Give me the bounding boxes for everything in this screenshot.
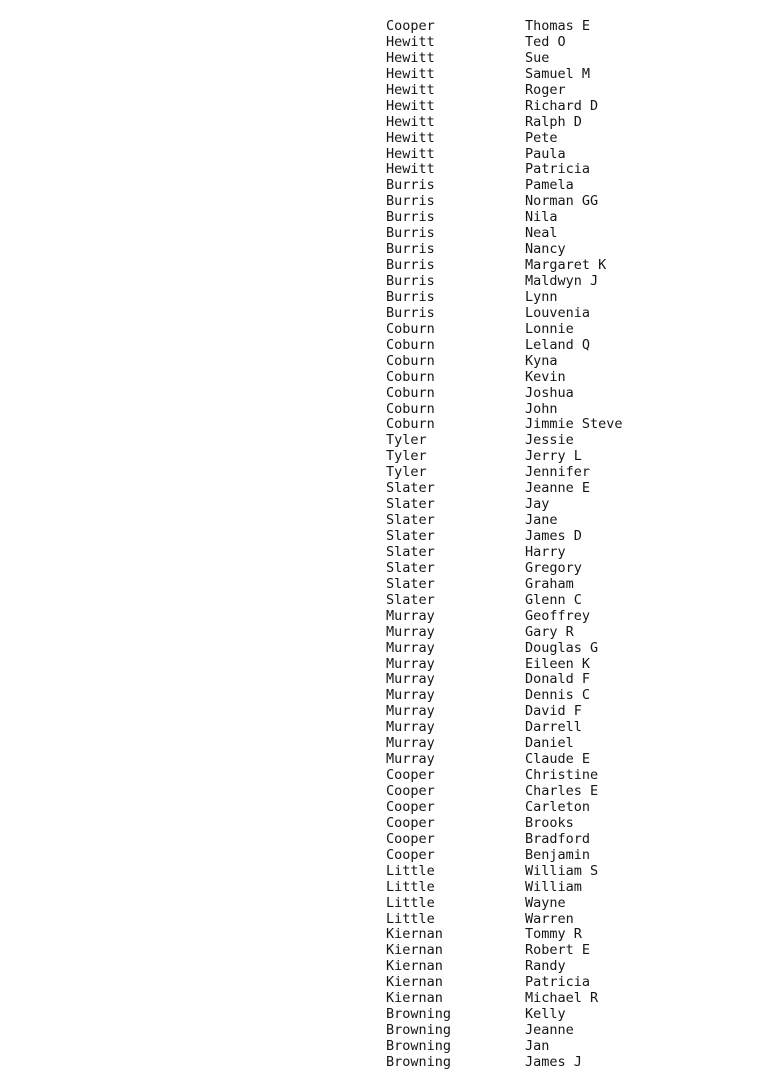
surname-cell: Murray — [386, 655, 435, 672]
name-row — [0, 848, 760, 864]
name-row — [0, 67, 760, 83]
surname-cell: Hewitt — [386, 33, 435, 50]
given-name-cell: Paula — [525, 145, 566, 162]
name-row — [0, 131, 760, 147]
name-row — [0, 465, 760, 481]
surname-cell: Little — [386, 910, 435, 927]
surname-cell: Murray — [386, 607, 435, 624]
name-row — [0, 83, 760, 99]
surname-cell: Tyler — [386, 464, 427, 481]
surname-cell: Burris — [386, 193, 435, 210]
surname-cell: Burris — [386, 304, 435, 321]
surname-cell: Hewitt — [386, 145, 435, 162]
name-row — [0, 768, 760, 784]
given-name-cell: Patricia — [525, 161, 591, 178]
given-name-cell: Roger — [525, 81, 566, 98]
surname-cell: Cooper — [386, 798, 435, 815]
surname-cell: Little — [386, 862, 435, 879]
name-row — [0, 99, 760, 115]
given-name-cell: James J — [525, 1053, 582, 1070]
given-name-cell: Kyna — [525, 352, 558, 369]
surname-cell: Coburn — [386, 320, 435, 337]
surname-cell: Kiernan — [386, 974, 443, 991]
name-row — [0, 641, 760, 657]
given-name-cell: Joshua — [525, 384, 574, 401]
given-name-cell: Jeanne E — [525, 480, 591, 497]
given-name-cell: Geoffrey — [525, 607, 591, 624]
surname-cell: Burris — [386, 288, 435, 305]
surname-cell: Slater — [386, 496, 435, 513]
surname-cell: Coburn — [386, 336, 435, 353]
given-name-cell: Gary R — [525, 623, 574, 640]
given-name-cell: Jay — [525, 496, 550, 513]
name-row — [0, 226, 760, 242]
surname-cell: Murray — [386, 671, 435, 688]
surname-cell: Little — [386, 878, 435, 895]
name-row — [0, 720, 760, 736]
name-row — [0, 927, 760, 943]
name-row — [0, 625, 760, 641]
name-row — [0, 975, 760, 991]
surname-cell: Murray — [386, 623, 435, 640]
name-row — [0, 1007, 760, 1023]
given-name-cell: John — [525, 400, 558, 417]
surname-cell: Cooper — [386, 19, 435, 34]
name-row — [0, 147, 760, 163]
surname-cell: Hewitt — [386, 129, 435, 146]
name-row — [0, 784, 760, 800]
name-row — [0, 816, 760, 832]
name-row — [0, 370, 760, 386]
name-row — [0, 800, 760, 816]
surname-cell: Murray — [386, 735, 435, 752]
surname-cell: Burris — [386, 257, 435, 274]
name-row — [0, 545, 760, 561]
name-row — [0, 959, 760, 975]
name-row — [0, 577, 760, 593]
name-row — [0, 178, 760, 194]
surname-cell: Burris — [386, 209, 435, 226]
surname-cell: Tyler — [386, 432, 427, 449]
name-row — [0, 672, 760, 688]
surname-cell: Cooper — [386, 830, 435, 847]
given-name-cell: Christine — [525, 767, 599, 784]
name-row — [0, 258, 760, 274]
name-row — [0, 417, 760, 433]
given-name-cell: Jessie — [525, 432, 574, 449]
given-name-cell: Neal — [525, 225, 558, 242]
given-name-cell: Ted O — [525, 33, 566, 50]
surname-cell: Murray — [386, 703, 435, 720]
name-list — [0, 19, 760, 1070]
given-name-cell: Claude E — [525, 751, 591, 768]
given-name-cell: Darrell — [525, 719, 582, 736]
given-name-cell: Jane — [525, 512, 558, 529]
surname-cell: Murray — [386, 687, 435, 704]
given-name-cell: Randy — [525, 958, 566, 975]
given-name-cell: James D — [525, 528, 582, 544]
given-name-cell: Glenn C — [525, 591, 582, 608]
given-name-cell: Gregory — [525, 559, 582, 576]
surname-cell: Browning — [386, 1022, 452, 1039]
given-name-cell: Benjamin — [525, 846, 591, 863]
name-row — [0, 1023, 760, 1039]
surname-cell: Slater — [386, 512, 435, 529]
given-name-cell: Graham — [525, 575, 574, 592]
surname-cell: Cooper — [386, 814, 435, 831]
given-name-cell: Jan — [525, 1038, 550, 1054]
surname-cell: Kiernan — [386, 926, 443, 943]
given-name-cell: Eileen K — [525, 655, 591, 672]
name-row — [0, 832, 760, 848]
name-row — [0, 991, 760, 1007]
surname-cell: Coburn — [386, 416, 435, 433]
name-row — [0, 1039, 760, 1055]
given-name-cell: Margaret K — [525, 257, 607, 274]
surname-cell: Murray — [386, 639, 435, 656]
name-row — [0, 688, 760, 704]
given-name-cell: Douglas G — [525, 639, 599, 656]
given-name-cell: Carleton — [525, 798, 591, 815]
surname-cell: Burris — [386, 241, 435, 258]
given-name-cell: Daniel — [525, 735, 574, 752]
surname-cell: Hewitt — [386, 81, 435, 98]
name-row — [0, 593, 760, 609]
name-row — [0, 274, 760, 290]
name-row — [0, 402, 760, 418]
name-row — [0, 338, 760, 354]
given-name-cell: Tommy R — [525, 926, 582, 943]
given-name-cell: Pamela — [525, 177, 574, 194]
given-name-cell: Wayne — [525, 894, 566, 911]
given-name-cell: Samuel M — [525, 65, 591, 82]
name-row — [0, 752, 760, 768]
surname-cell: Coburn — [386, 384, 435, 401]
surname-cell: Little — [386, 894, 435, 911]
surname-cell: Coburn — [386, 368, 435, 385]
given-name-cell: Maldwyn J — [525, 273, 599, 289]
surname-cell: Coburn — [386, 400, 435, 417]
surname-cell: Burris — [386, 273, 435, 289]
given-name-cell: William — [525, 878, 582, 895]
given-name-cell: David F — [525, 703, 582, 720]
given-name-cell: Norman GG — [525, 193, 599, 210]
given-name-cell: Charles E — [525, 783, 599, 799]
name-row — [0, 1055, 760, 1070]
name-row — [0, 497, 760, 513]
given-name-cell: Leland Q — [525, 336, 591, 353]
surname-cell: Murray — [386, 751, 435, 768]
name-row — [0, 210, 760, 226]
surname-cell: Hewitt — [386, 49, 435, 66]
name-row — [0, 912, 760, 928]
name-row — [0, 609, 760, 625]
given-name-cell: Nila — [525, 209, 558, 226]
name-row — [0, 115, 760, 131]
surname-cell: Browning — [386, 1038, 452, 1054]
given-name-cell: Michael R — [525, 990, 599, 1007]
surname-cell: Hewitt — [386, 97, 435, 114]
name-row — [0, 529, 760, 545]
given-name-cell: Robert E — [525, 942, 591, 959]
surname-cell: Kiernan — [386, 958, 443, 975]
given-name-cell: Jeanne — [525, 1022, 574, 1039]
given-name-cell: Jennifer — [525, 464, 591, 481]
given-name-cell: Jerry L — [525, 448, 582, 465]
name-row — [0, 864, 760, 880]
name-row — [0, 880, 760, 896]
name-row — [0, 481, 760, 497]
name-row — [0, 449, 760, 465]
given-name-cell: William S — [525, 862, 599, 879]
surname-cell: Browning — [386, 1006, 452, 1023]
given-name-cell: Donald F — [525, 671, 591, 688]
name-row — [0, 194, 760, 210]
given-name-cell: Louvenia — [525, 304, 591, 321]
given-name-cell: Nancy — [525, 241, 566, 258]
surname-cell: Slater — [386, 480, 435, 497]
surname-cell: Slater — [386, 575, 435, 592]
name-row — [0, 736, 760, 752]
given-name-cell: Bradford — [525, 830, 591, 847]
name-row — [0, 433, 760, 449]
name-row — [0, 242, 760, 258]
surname-cell: Coburn — [386, 352, 435, 369]
surname-cell: Burris — [386, 177, 435, 194]
surname-cell: Browning — [386, 1053, 452, 1070]
name-row — [0, 354, 760, 370]
surname-cell: Cooper — [386, 767, 435, 784]
given-name-cell: Pete — [525, 129, 558, 146]
name-row — [0, 162, 760, 178]
surname-cell: Slater — [386, 528, 435, 544]
surname-cell: Tyler — [386, 448, 427, 465]
name-row — [0, 386, 760, 402]
given-name-cell: Brooks — [525, 814, 574, 831]
surname-cell: Kiernan — [386, 990, 443, 1007]
surname-cell: Hewitt — [386, 161, 435, 178]
surname-cell: Murray — [386, 719, 435, 736]
given-name-cell: Warren — [525, 910, 574, 927]
name-row — [0, 306, 760, 322]
given-name-cell: Patricia — [525, 974, 591, 991]
name-row — [0, 51, 760, 67]
given-name-cell: Richard D — [525, 97, 599, 114]
surname-cell: Kiernan — [386, 942, 443, 959]
name-row — [0, 290, 760, 306]
given-name-cell: Lonnie — [525, 320, 574, 337]
name-row — [0, 19, 760, 35]
name-row — [0, 704, 760, 720]
surname-cell: Cooper — [386, 846, 435, 863]
given-name-cell: Sue — [525, 49, 550, 66]
surname-cell: Burris — [386, 225, 435, 242]
name-row — [0, 513, 760, 529]
given-name-cell: Ralph D — [525, 113, 582, 130]
surname-cell: Slater — [386, 543, 435, 560]
name-row — [0, 561, 760, 577]
name-row — [0, 35, 760, 51]
given-name-cell: Kevin — [525, 368, 566, 385]
surname-cell: Cooper — [386, 783, 435, 799]
name-row — [0, 657, 760, 673]
given-name-cell: Dennis C — [525, 687, 591, 704]
given-name-cell: Kelly — [525, 1006, 566, 1023]
name-row — [0, 943, 760, 959]
given-name-cell: Harry — [525, 543, 566, 560]
name-row — [0, 322, 760, 338]
surname-cell: Slater — [386, 559, 435, 576]
given-name-cell: Lynn — [525, 288, 558, 305]
given-name-cell: Jimmie Steve — [525, 416, 623, 433]
surname-cell: Slater — [386, 591, 435, 608]
surname-cell: Hewitt — [386, 113, 435, 130]
surname-cell: Hewitt — [386, 65, 435, 82]
given-name-cell: Thomas E — [525, 19, 591, 34]
name-row — [0, 896, 760, 912]
